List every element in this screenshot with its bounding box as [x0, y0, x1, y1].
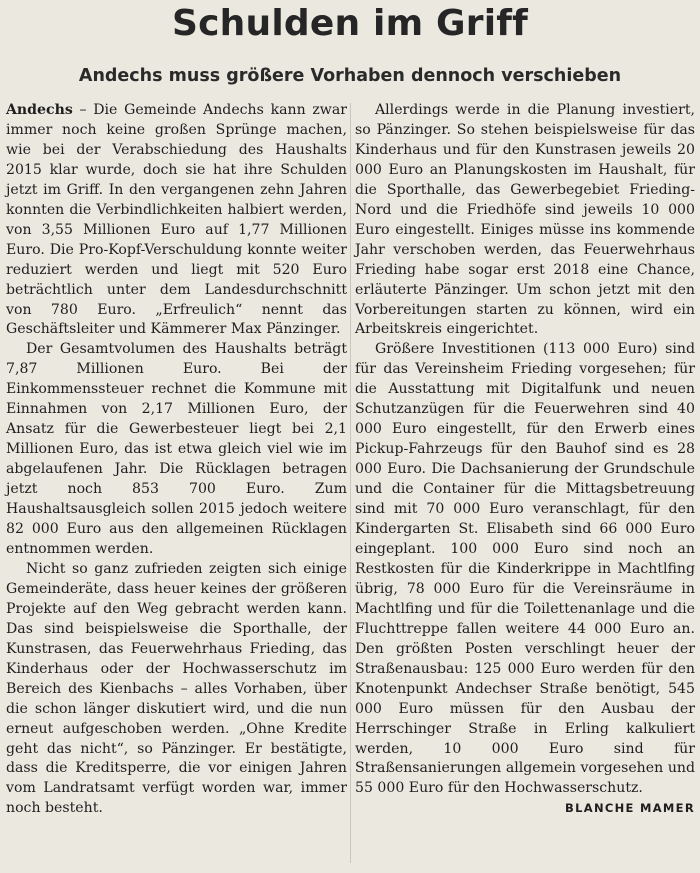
paragraph-text: Größere Investitionen (113 000 Euro) sind für das Vereinsheim Frieding vorgesehen; für die Ausstattung mit Digitalfunk und neuen Schutzanzügen für die Feuerwehren sind 40 000 Euro eingestellt, für den Erwerb eines Pickup-Fahrzeugs für den Bauhof sind es 28 000 Euro. Die Dachsanierung der Grundschule und die Container für die Mittagsbetreuung sind mit 70 000 Euro veranschlagt, für den Kindergarten St. Elisabeth sind 66 000 Euro eingeplant. 100 000 Euro sind noch an Restkosten für die Kinderkrippe in Machtlfing übrig, 78 000 Euro für die Vereinsräume in Machtlfing und für die Toilettenanlage und die Fluchttreppe fallen weitere 44 000 Euro an. Den größten Posten verschlingt heuer der Straßenausbau: 125 000 Euro werden für den Knotenpunkt Andechser Straße benötigt, 545 000 Euro müssen für den Ausbau der Herrschinger Straße in Erling kalkuliert werden, 10 000 Euro sind für Straßensanierungen allgemein vorgesehen und 55 000 Euro für den Hochwasserschutz.	[355, 341, 695, 797]
paragraph: Der Gesamtvolumen des Haushalts beträgt 7,87 Millionen Euro. Bei der Einkommenssteuer rechnet die Kommune mit Einnahmen von 2,17 Millionen Euro, der Ansatz für die Gewerbesteuer liegt bei 2,1 Millionen Euro, das ist etwa gleich viel wie im abgelaufenen Jahr. Die Rücklagen betragen jetzt noch 853 700 Euro. Zum Haushaltsausgleich sollen 2015 jedoch weitere 82 000 Euro aus den allgemeinen Rücklagen entnommen werden.	[6, 341, 347, 557]
headline: Schulden im Griff	[172, 3, 528, 44]
column-divider	[350, 103, 351, 863]
paragraph	[355, 340, 695, 816]
article-column-right	[355, 101, 695, 871]
article-column-left	[6, 101, 347, 871]
dateline: Andechs	[6, 102, 73, 118]
paragraph: Allerdings werde in die Planung investiert, so Pänzinger. So stehen beispielsweise für das Kinderhaus und für den Kunstrasen jeweils 20 000 Euro an Planungskosten im Haushalt, für die Sporthalle, das Gewerbegebiet Frieding-Nord und die Friedhöfe sind jeweils 10 000 Euro eingestellt. Einiges müsse ins kommende Jahr verschoben werden, das Feuerwehrhaus Frieding habe sogar erst 2018 eine Chance, erläuterte Pänzinger. Um schon jetzt mit den Vorbereitungen starten zu können, wird ein Arbeitskreis eingerichtet.	[355, 102, 695, 338]
paragraph-text: – Die Gemeinde Andechs kann zwar immer noch keine großen Sprünge machen, wie bei der Verabschiedung des Haushalts 2015 klar wurde, doch sie hat ihre Schulden jetzt im Griff. In den vergangenen zehn Jahren konnten die Verbindlichkeiten halbiert werden, von 3,55 Millionen Euro auf 1,77 Millionen Euro. Die Pro-Kopf-Verschuldung konnte weiter reduziert werden und liegt mit 520 Euro beträchtlich unter dem Landesdurchschnitt von 780 Euro. „Erfreulich“ nennt das Geschäftsleiter und Kämmerer Max Pänzinger.	[6, 102, 347, 338]
subheadline: Andechs muss größere Vorhaben dennoch verschieben	[78, 66, 622, 86]
paragraph	[6, 101, 347, 340]
author-byline: BLANCHE MAMER	[565, 801, 695, 816]
paragraph: Nicht so ganz zufrieden zeigten sich einige Gemeinderäte, dass heuer keines der größeren Projekte auf den Weg gebracht werden kann. Das sind beispielsweise die Sporthalle, der Kunstrasen, das Feuerwehrhaus Frieding, das Kinderhaus oder der Hochwasserschutz im Bereich des Kienbachs – alles Vorhaben, über die schon länger diskutiert wird, und die nun erneut aufgeschoben werden. „Ohne Kredite geht das nicht“, so Pänzinger. Er bestätigte, dass die Kreditsperre, die vor einigen Jahren vom Landratsamt verfügt worden war, immer noch besteht.	[6, 560, 347, 817]
